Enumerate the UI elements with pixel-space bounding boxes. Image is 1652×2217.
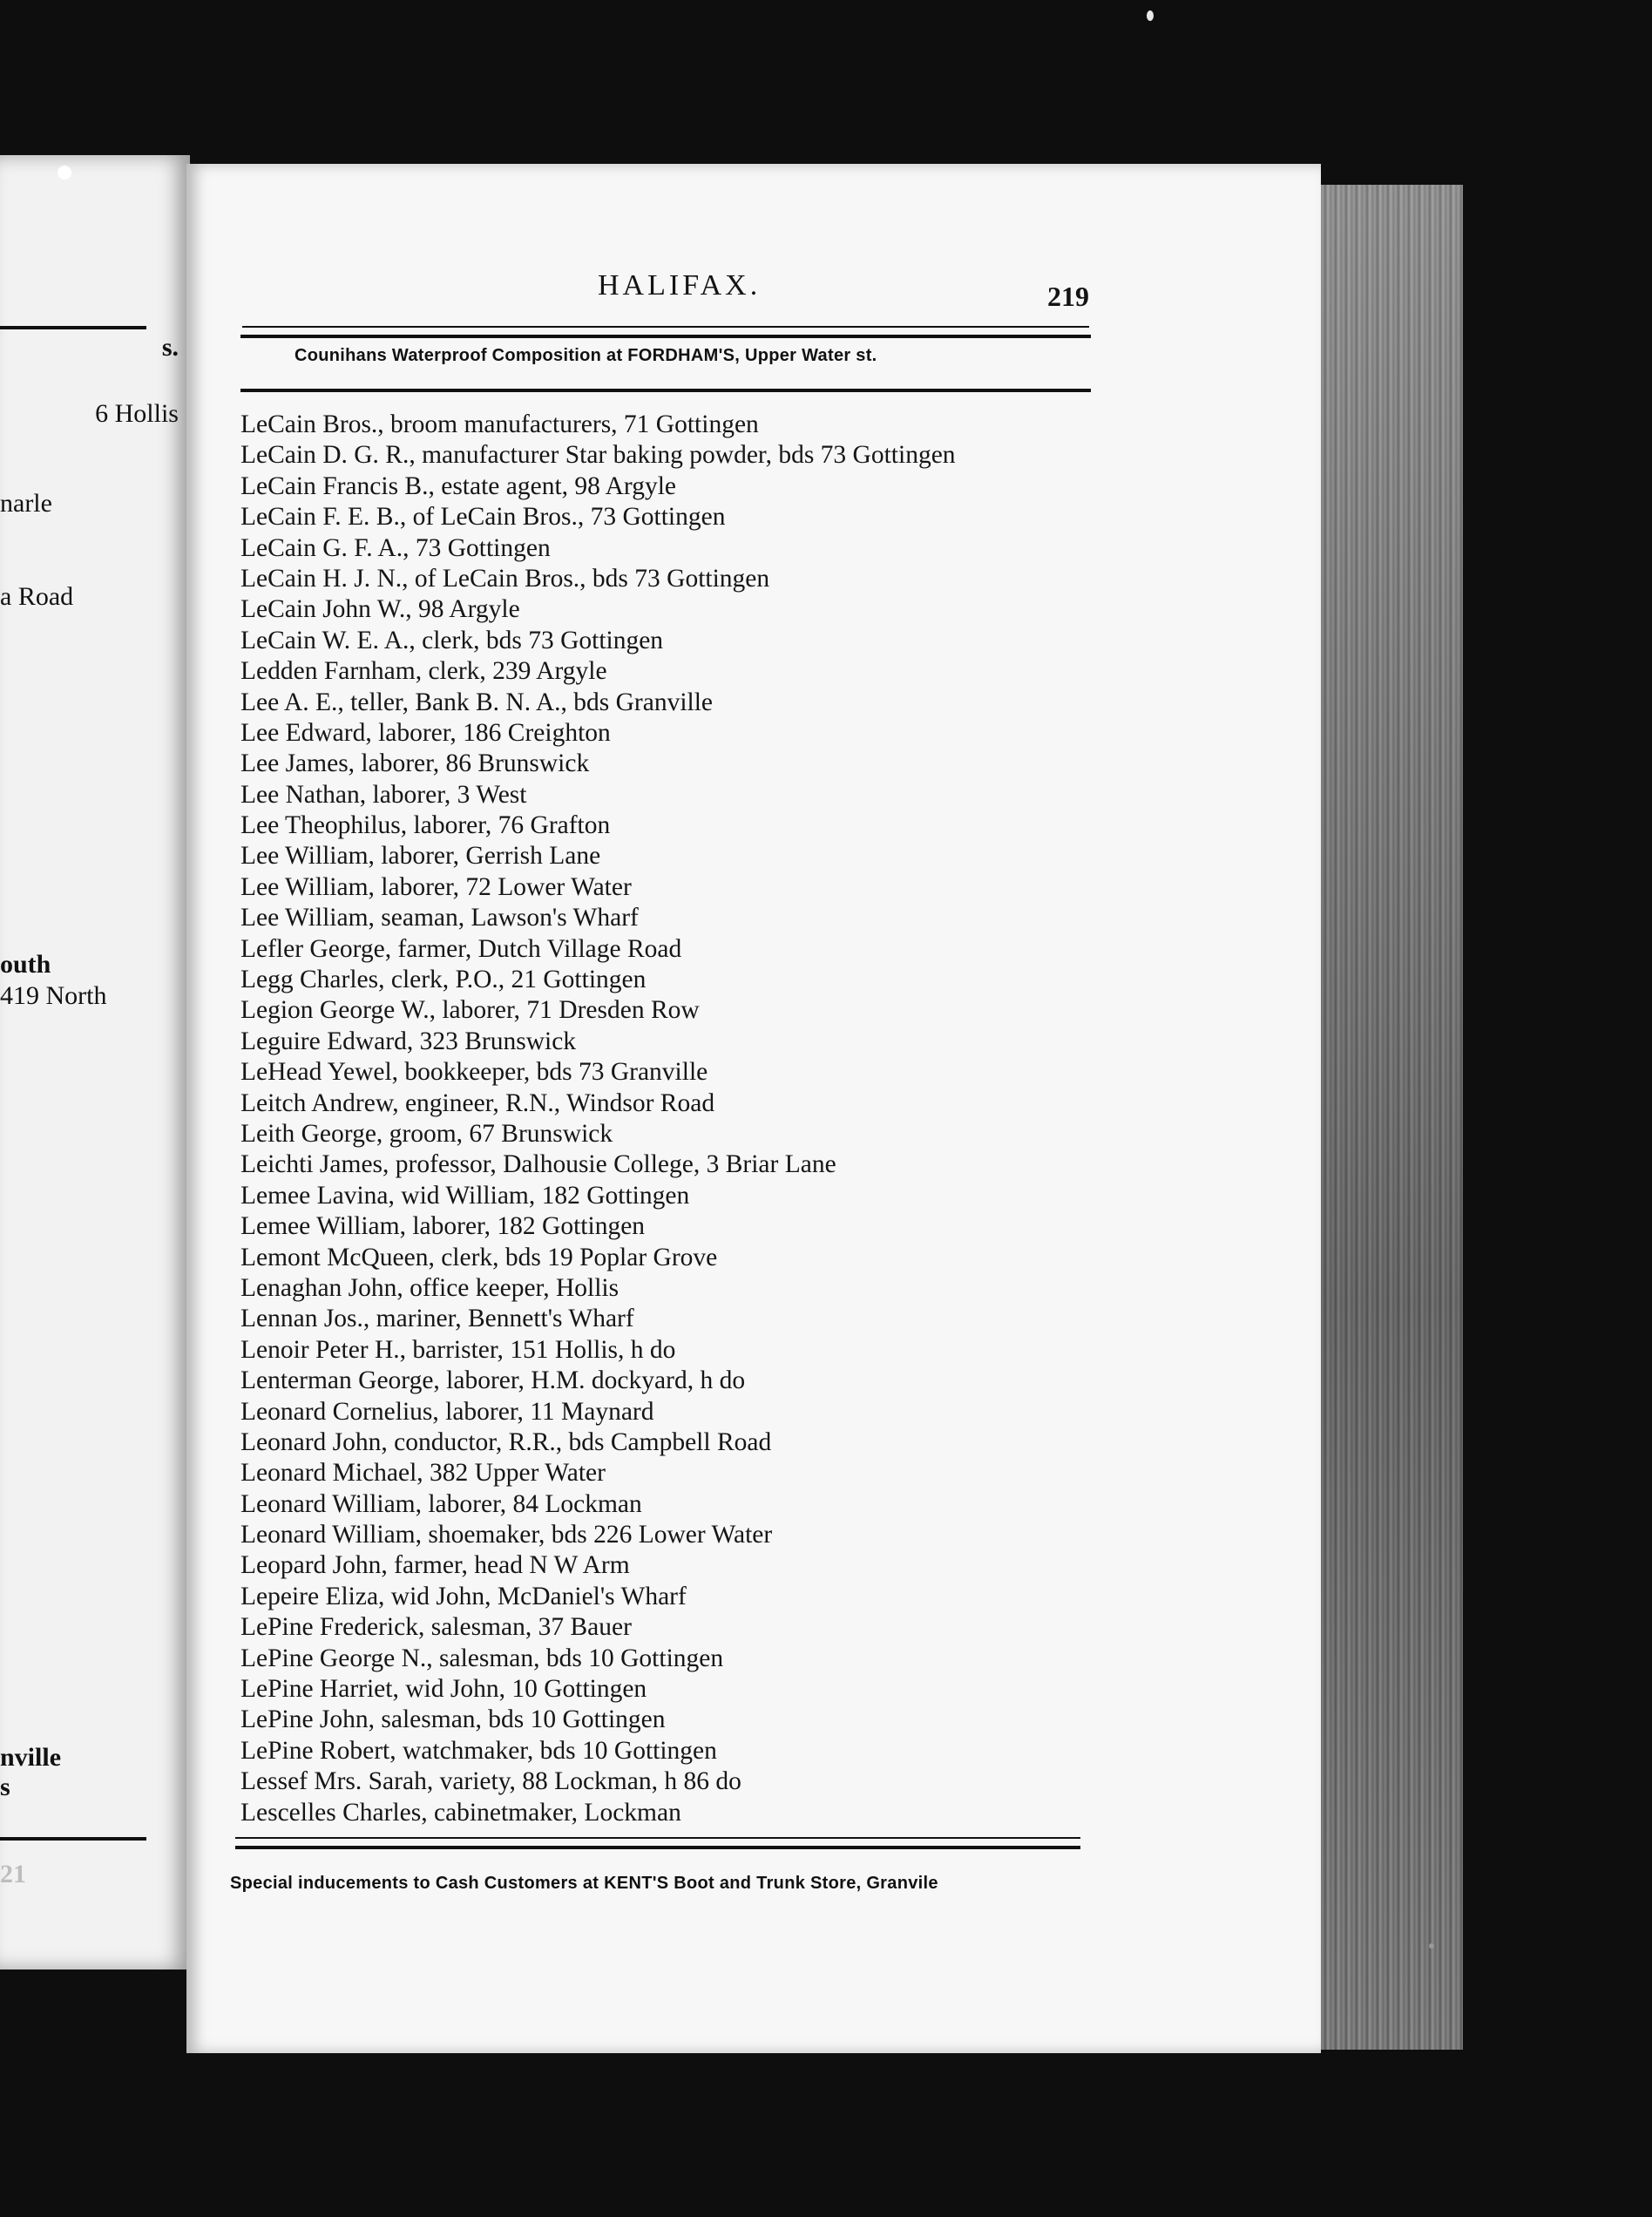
- directory-entry: Lennan Jos., mariner, Bennett's Wharf: [240, 1305, 634, 1333]
- directory-entry: Lee James, laborer, 86 Brunswick: [240, 749, 590, 778]
- directory-entry: Lee A. E., teller, Bank B. N. A., bds Granville: [240, 688, 714, 716]
- directory-entry: LePine John, salesman, bds 10 Gottingen: [240, 1705, 666, 1734]
- directory-entry: Legg Charles, clerk, P.O., 21 Gottingen: [240, 966, 647, 994]
- previous-page-text: nville: [0, 1743, 62, 1772]
- directory-entry: Lee William, laborer, Gerrish Lane: [240, 842, 601, 871]
- directory-entry: Lemee Lavina, wid William, 182 Gottingen: [240, 1181, 690, 1210]
- directory-entry: Leonard Michael, 382 Upper Water: [240, 1459, 606, 1488]
- scan-speck: [58, 166, 71, 180]
- directory-entry: Lee Edward, laborer, 186 Creighton: [240, 718, 611, 747]
- scan-speck: [1429, 1943, 1434, 1949]
- directory-entry: LeCain G. F. A., 73 Gottingen: [240, 533, 551, 562]
- previous-page-text: s.: [161, 333, 179, 362]
- previous-page-text: s: [0, 1773, 10, 1801]
- directory-entry: Leith George, groom, 67 Brunswick: [240, 1119, 613, 1148]
- directory-entry: Lenterman George, laborer, H.M. dockyard, h do: [240, 1366, 746, 1395]
- previous-page-rule: [0, 1837, 146, 1841]
- directory-entries: [240, 410, 1234, 1828]
- running-head: HALIFAX.: [598, 269, 762, 302]
- previous-page-fragment: [0, 155, 190, 1970]
- directory-entry: LeCain John W., 98 Argyle: [240, 595, 520, 624]
- previous-page-text: outh: [0, 950, 51, 979]
- previous-page-text: 6 Hollis: [95, 399, 179, 428]
- directory-entry: Lenaghan John, office keeper, Hollis: [240, 1273, 620, 1302]
- header-advertisement: Counihans Waterproof Composition at FORDHAM'S, Upper Water st.: [295, 346, 877, 365]
- footer-advertisement: Special inducements to Cash Customers at KENT'S Boot and Trunk Store, Granvile: [230, 1874, 938, 1893]
- previous-page-text: narle: [0, 489, 52, 518]
- directory-entry: Lemee William, laborer, 182 Gottingen: [240, 1212, 646, 1241]
- directory-entry: Lepeire Eliza, wid John, McDaniel's Wharf: [240, 1582, 687, 1610]
- previous-page-text: 419 North: [0, 981, 107, 1010]
- directory-entry: Lescelles Charles, cabinetmaker, Lockman: [240, 1798, 681, 1827]
- directory-entry: Lee William, laborer, 72 Lower Water: [240, 872, 632, 901]
- directory-entry: Leonard Cornelius, laborer, 11 Maynard: [240, 1397, 654, 1426]
- book-edge-shading: [1317, 185, 1463, 2050]
- directory-entry: LeCain Bros., broom manufacturers, 71 Gottingen: [240, 410, 759, 438]
- directory-entry: Ledden Farnham, clerk, 239 Argyle: [240, 657, 607, 686]
- directory-entry: LeHead Yewel, bookkeeper, bds 73 Granville: [240, 1058, 708, 1087]
- directory-entry: Leonard William, shoemaker, bds 226 Lower Water: [240, 1521, 773, 1549]
- directory-entry: LePine George N., salesman, bds 10 Gottingen: [240, 1644, 724, 1672]
- directory-entry: Leopard John, farmer, head N W Arm: [240, 1551, 630, 1580]
- directory-entry: LeCain H. J. N., of LeCain Bros., bds 73 Gottingen: [240, 564, 770, 593]
- page-number: 219: [1047, 281, 1089, 312]
- directory-entry: LePine Frederick, salesman, 37 Bauer: [240, 1613, 632, 1642]
- directory-entry: Leitch Andrew, engineer, R.N., Windsor Road: [240, 1088, 715, 1117]
- directory-entry: LeCain W. E. A., clerk, bds 73 Gottingen: [240, 626, 664, 654]
- directory-entry: LeCain D. G. R., manufacturer Star baking powder, bds 73 Gottingen: [240, 441, 956, 470]
- header-rule-bottom: [240, 389, 1091, 392]
- directory-entry: LeCain Francis B., estate agent, 98 Argyle: [240, 471, 677, 500]
- directory-entry: LePine Harriet, wid John, 10 Gottingen: [240, 1675, 647, 1704]
- header-rule: [240, 335, 1091, 338]
- directory-entry: Lee William, seaman, Lawson's Wharf: [240, 904, 639, 932]
- directory-entry: Leonard William, laborer, 84 Lockman: [240, 1489, 642, 1518]
- directory-entry: Leichti James, professor, Dalhousie College, 3 Briar Lane: [240, 1150, 836, 1179]
- footer-rule: [235, 1846, 1080, 1849]
- directory-entry: Lee Theophilus, laborer, 76 Grafton: [240, 811, 611, 840]
- directory-entry: Lemont McQueen, clerk, bds 19 Poplar Grove: [240, 1243, 718, 1271]
- directory-entry: LeCain F. E. B., of LeCain Bros., 73 Gottingen: [240, 503, 726, 532]
- directory-entry: Leguire Edward, 323 Brunswick: [240, 1027, 577, 1055]
- previous-page-folio: 21: [0, 1860, 26, 1888]
- directory-entry: Lenoir Peter H., barrister, 151 Hollis, h do: [240, 1335, 676, 1364]
- previous-page-rule: [0, 326, 146, 329]
- footer-rule-top: [235, 1837, 1080, 1839]
- directory-entry: LePine Robert, watchmaker, bds 10 Gottingen: [240, 1736, 717, 1765]
- previous-page-text: a Road: [0, 582, 74, 611]
- scan-speck: [1147, 10, 1154, 21]
- directory-entry: Lee Nathan, laborer, 3 West: [240, 780, 527, 809]
- directory-entry: Lefler George, farmer, Dutch Village Road: [240, 934, 682, 963]
- directory-entry: Legion George W., laborer, 71 Dresden Row: [240, 996, 700, 1025]
- directory-entry: Lessef Mrs. Sarah, variety, 88 Lockman, h 86 do: [240, 1767, 741, 1796]
- header-rule-top: [242, 326, 1089, 328]
- directory-entry: Leonard John, conductor, R.R., bds Campbell Road: [240, 1427, 772, 1456]
